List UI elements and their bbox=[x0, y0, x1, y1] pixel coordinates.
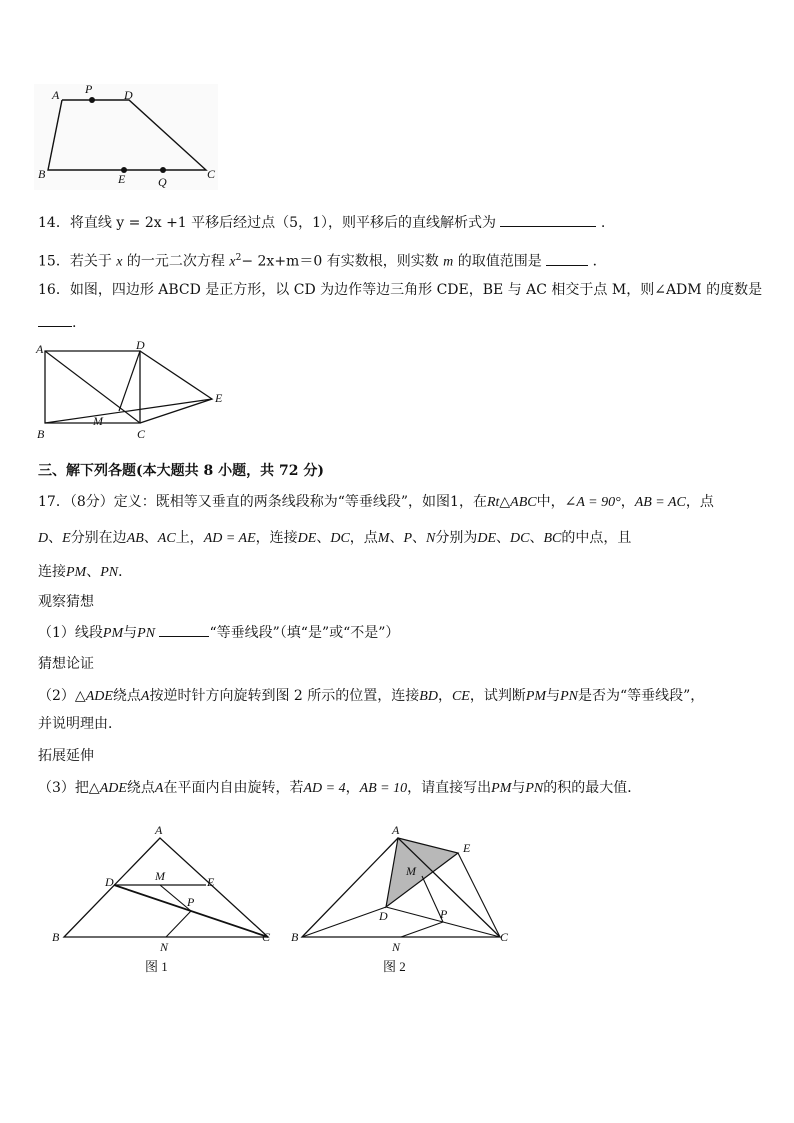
q17-p3-g: 的积的最大值． bbox=[543, 780, 642, 796]
q17-part-2 bbox=[38, 686, 704, 707]
q17-p3-b: 绕点 bbox=[126, 780, 155, 796]
label-d: D bbox=[136, 338, 145, 352]
q17-l2-n2: 的中点，且 bbox=[561, 530, 632, 546]
q17-dc2: DC bbox=[510, 531, 530, 546]
q17-e: E bbox=[62, 531, 71, 546]
q17-p2-c: 按逆时针方向旋转到图 2 所示的位置，连接 bbox=[149, 688, 420, 704]
label-a: A bbox=[52, 88, 60, 102]
label-b: B bbox=[52, 930, 60, 944]
q17-p1-pm: PM bbox=[102, 626, 124, 641]
q15-eq-rest: − 2x+m＝0 bbox=[241, 253, 323, 270]
segment-be bbox=[45, 399, 212, 423]
q17-p2-ce: CE bbox=[451, 689, 470, 704]
q17-p3-ad: AD = 4 bbox=[303, 781, 346, 796]
label-d: D bbox=[105, 875, 114, 889]
segment-dm bbox=[119, 351, 140, 411]
q17-sep7: 、 bbox=[529, 530, 544, 546]
q14-text-b: 平移后经过点（5，1），则平移后的直线解析式为 bbox=[191, 215, 496, 231]
q17-p3-pn: PN bbox=[525, 781, 544, 796]
segment-bd bbox=[302, 907, 386, 937]
q17-l1-c: ， bbox=[620, 494, 635, 510]
point-p bbox=[89, 97, 95, 103]
q17-l2-k: 分别为 bbox=[435, 530, 478, 546]
q17-sep2: 、 bbox=[143, 530, 158, 546]
diagonal-ac bbox=[45, 351, 140, 423]
q17-part-2-line-2: 并说明理由． bbox=[38, 716, 122, 732]
q17-rt-abc: Rt△ABC bbox=[486, 495, 537, 510]
q17-p1-c: “等垂线段”（填“是”或“不是”） bbox=[209, 625, 400, 641]
q17-line-1 bbox=[38, 492, 714, 513]
q17-p2-pn: PN bbox=[560, 689, 578, 704]
heading-extend: 拓展延伸 bbox=[38, 748, 94, 764]
section-header: 三、解下列各题(本大题共 8 小题，共 72 分) bbox=[38, 463, 324, 479]
q15-text-a: 15．若关于 bbox=[38, 253, 117, 270]
q17-ab-ac: AB = AC bbox=[634, 495, 686, 510]
label-c: C bbox=[137, 427, 146, 441]
q16-text: 16．如图，四边形 ABCD 是正方形，以 CD 为边作等边三角形 CDE，BE 与 AC 相交于点 M，则∠ADM 的度数是 bbox=[38, 282, 763, 298]
label-c: C bbox=[500, 930, 509, 944]
label-b: B bbox=[37, 427, 45, 441]
q17-angle-a: ∠A = 90° bbox=[564, 495, 621, 510]
q17-l1-a: 17．（8分）定义：既相等又垂直的两条线段称为“等垂线段”，如图1，在 bbox=[38, 494, 487, 510]
q16-answer-blank[interactable] bbox=[38, 312, 72, 327]
q17-dc: DC bbox=[330, 531, 350, 546]
triangle-cde bbox=[140, 351, 212, 423]
label-p: P bbox=[85, 82, 93, 96]
q17-l2-h: ，点 bbox=[349, 530, 378, 546]
label-n: N bbox=[160, 940, 169, 954]
q17-p1-pn: PN bbox=[137, 626, 156, 641]
label-b: B bbox=[291, 930, 299, 944]
q17-de2: DE bbox=[477, 531, 497, 546]
label-c: C bbox=[262, 930, 271, 944]
square-figure bbox=[34, 338, 234, 460]
q17-p2-f: 与 bbox=[546, 688, 561, 704]
q15-answer-blank[interactable] bbox=[546, 251, 588, 266]
q17-pn: PN bbox=[100, 565, 119, 580]
segment-pn bbox=[166, 911, 191, 937]
q14-end: . bbox=[600, 215, 606, 231]
label-q: Q bbox=[158, 175, 167, 189]
q17-l2-f: ，连接 bbox=[255, 530, 298, 546]
question-15 bbox=[38, 248, 607, 273]
q15-text-c: 有实数根，则实数 bbox=[322, 253, 444, 270]
q17-ac: AC bbox=[157, 531, 176, 546]
q17-p3-e: ，请直接写出 bbox=[407, 780, 492, 796]
q17-p3-f: 与 bbox=[511, 780, 526, 796]
figure-2 bbox=[288, 820, 518, 980]
q17-p2-tri: △ADE bbox=[74, 689, 113, 704]
q17-part-1 bbox=[38, 622, 399, 644]
q17-p3-point-a: A bbox=[154, 781, 164, 796]
q17-sep: 、 bbox=[48, 530, 63, 546]
shaded-triangle-ade bbox=[386, 838, 458, 907]
q17-sep4: 、 bbox=[389, 530, 404, 546]
q17-l3-b: 、 bbox=[86, 564, 101, 580]
q17-l3-c: ． bbox=[118, 564, 133, 580]
q17-p2-pm: PM bbox=[525, 689, 547, 704]
q17-l3-a: 连接 bbox=[38, 564, 66, 580]
point-q bbox=[160, 167, 166, 173]
q15-text-b: 的一元二次方程 bbox=[122, 253, 230, 270]
label-n: N bbox=[392, 940, 401, 954]
q17-l2-c: 分别在边 bbox=[70, 530, 127, 546]
q17-line-3 bbox=[38, 562, 132, 583]
label-d: D bbox=[124, 88, 133, 102]
q17-l2-e2: 上， bbox=[175, 530, 204, 546]
q14-answer-blank[interactable] bbox=[500, 212, 596, 227]
label-m: M bbox=[93, 414, 103, 428]
q14-expression: y = 2x +1 bbox=[116, 215, 187, 231]
q17-n: N bbox=[426, 531, 436, 546]
label-p: P bbox=[187, 895, 195, 909]
segment-pn bbox=[401, 922, 443, 937]
q17-l1-d: ，点 bbox=[685, 494, 714, 510]
q17-p2-g: 是否为“等垂线段”， bbox=[577, 688, 705, 704]
q17-line-2 bbox=[38, 528, 631, 549]
label-m: M bbox=[406, 864, 416, 878]
q17-l1-b: 中， bbox=[536, 494, 565, 510]
q17-m: M bbox=[377, 531, 390, 546]
question-14 bbox=[38, 212, 605, 233]
q17-p1-answer-blank[interactable] bbox=[159, 622, 209, 637]
question-16 bbox=[38, 280, 762, 300]
q17-sep6: 、 bbox=[496, 530, 511, 546]
q17-p2-point-a: A bbox=[140, 689, 150, 704]
label-e: E bbox=[118, 172, 126, 186]
q15-var-x: x bbox=[116, 254, 123, 270]
q17-p3-pm: PM bbox=[491, 781, 512, 796]
q17-bc: BC bbox=[543, 531, 562, 546]
q17-ab: AB bbox=[126, 531, 144, 546]
question-16-answer bbox=[38, 312, 76, 333]
label-a: A bbox=[36, 342, 44, 356]
triangle-abc bbox=[64, 838, 268, 937]
q17-sep3: 、 bbox=[316, 530, 331, 546]
q17-d: D bbox=[38, 531, 49, 546]
q17-p3-d: ， bbox=[345, 780, 360, 796]
q15-eq-x: x bbox=[229, 254, 236, 270]
q15-end: ． bbox=[592, 253, 607, 270]
q17-p3-c: 在平面内自由旋转，若 bbox=[163, 780, 304, 796]
label-a: A bbox=[392, 823, 400, 837]
label-m: M bbox=[155, 869, 165, 883]
q17-p3-ab: AB = 10 bbox=[359, 781, 408, 796]
q17-part-3 bbox=[38, 778, 641, 799]
label-c: C bbox=[207, 167, 216, 181]
trapezoid-figure bbox=[34, 80, 224, 192]
q17-p2-d: ， bbox=[437, 688, 452, 704]
label-e: E bbox=[463, 841, 471, 855]
heading-prove: 猜想论证 bbox=[38, 656, 94, 672]
label-e: E bbox=[215, 391, 223, 405]
label-b: B bbox=[38, 167, 46, 181]
q16-end: . bbox=[72, 315, 77, 331]
label-a: A bbox=[155, 823, 163, 837]
q17-p3-a: （3）把 bbox=[38, 780, 89, 796]
q17-p: P bbox=[403, 531, 413, 546]
q17-sep5: 、 bbox=[412, 530, 427, 546]
figure-1-caption: 图 1 bbox=[145, 959, 168, 974]
label-e: E bbox=[207, 875, 215, 889]
figure-2-caption: 图 2 bbox=[383, 959, 406, 974]
q17-p1-b: 与 bbox=[123, 625, 138, 641]
q17-pm: PM bbox=[66, 565, 87, 580]
q17-p1-a: （1）线段 bbox=[38, 625, 103, 641]
label-d: D bbox=[379, 909, 388, 923]
figure-1 bbox=[50, 820, 280, 980]
segment-ce bbox=[458, 853, 500, 937]
q14-text-a: 14．将直线 bbox=[38, 215, 112, 231]
q17-p2-e: ，试判断 bbox=[469, 688, 526, 704]
label-p: P bbox=[440, 907, 448, 921]
q17-p2-a: （2） bbox=[38, 688, 75, 704]
q15-var-m: m bbox=[443, 254, 454, 270]
heading-observe: 观察猜想 bbox=[38, 594, 94, 610]
q15-text-d: 的取值范围是 bbox=[453, 253, 542, 270]
q15-exponent: 2 bbox=[235, 253, 242, 263]
q17-p2-b: 绕点 bbox=[112, 688, 141, 704]
q17-de: DE bbox=[297, 531, 317, 546]
q17-p2-bd: BD bbox=[419, 689, 438, 704]
q17-p3-tri: △ADE bbox=[88, 781, 127, 796]
q17-ad-ae: AD = AE bbox=[203, 531, 256, 546]
